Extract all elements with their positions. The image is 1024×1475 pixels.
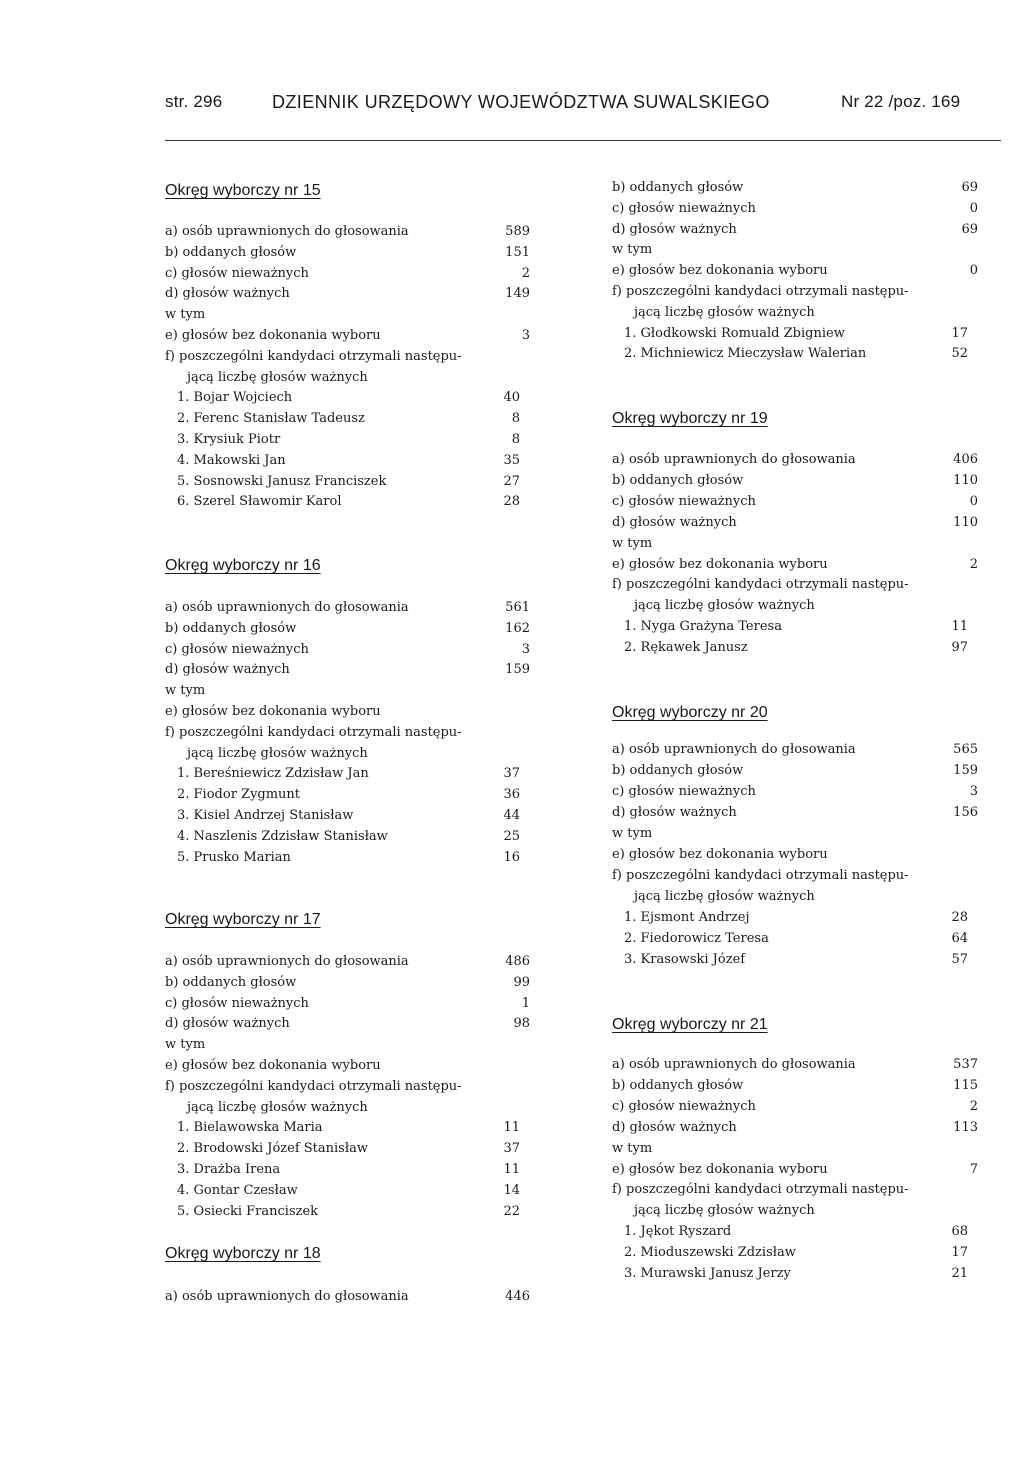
section-title: Okręg wyborczy nr 19 [612, 410, 768, 427]
result-line [165, 472, 530, 492]
result-line [165, 1118, 530, 1138]
result-value: 115 [953, 1078, 978, 1093]
result-label: 5. Osiecki Franciszek [177, 1204, 319, 1219]
result-label: b) oddanych głosów [612, 473, 744, 488]
result-label: 4. Makowski Jan [177, 453, 286, 468]
result-line [165, 451, 530, 471]
result-label: 3. Kisiel Andrzej Stanisław [177, 808, 354, 823]
result-label: b) oddanych głosów [612, 180, 744, 195]
result-value: 14 [503, 1183, 520, 1198]
result-label: 2. Fiodor Zygmunt [177, 787, 301, 802]
result-line [612, 575, 978, 595]
result-line [165, 1056, 530, 1076]
result-value: 0 [969, 201, 978, 216]
section-title: Okręg wyborczy nr 16 [165, 557, 321, 574]
result-line [165, 681, 530, 701]
result-label: jącą liczbę głosów ważnych [187, 746, 368, 761]
result-label: w tym [165, 307, 206, 322]
result-line [612, 534, 978, 554]
result-label: jącą liczbę głosów ważnych [187, 370, 368, 385]
result-line [165, 1202, 530, 1222]
header-rule [165, 140, 1001, 141]
result-value: 64 [951, 931, 968, 946]
result-value: 0 [969, 494, 978, 509]
result-label: e) głosów bez dokonania wyboru [165, 704, 381, 719]
result-value: 110 [953, 473, 978, 488]
page-header [165, 92, 1004, 122]
result-line [612, 1180, 978, 1200]
result-value: 486 [505, 954, 530, 969]
result-line [165, 1287, 530, 1307]
result-line [612, 220, 978, 240]
result-label: a) osób uprawnionych do głosowania [165, 224, 409, 239]
result-value: 113 [953, 1120, 978, 1135]
result-label: jącą liczbę głosów ważnych [634, 889, 815, 904]
result-label: 4. Gontar Czesław [177, 1183, 298, 1198]
result-label: a) osób uprawnionych do głosowania [612, 1057, 856, 1072]
result-line [612, 866, 978, 886]
result-line [165, 409, 530, 429]
result-label: d) głosów ważnych [612, 515, 737, 530]
result-value: 40 [503, 390, 520, 405]
result-value: 27 [503, 474, 520, 489]
result-label: 1. Ejsmont Andrzej [624, 910, 750, 925]
result-line [612, 492, 978, 512]
result-value: 0 [969, 263, 978, 278]
result-line [165, 492, 530, 512]
result-line [165, 994, 530, 1014]
result-label: a) osób uprawnionych do głosowania [165, 1289, 409, 1304]
result-line [612, 282, 978, 302]
result-line [165, 806, 530, 826]
result-value: 44 [503, 808, 520, 823]
result-label: 2. Brodowski Józef Stanisław [177, 1141, 368, 1156]
result-value: 156 [953, 805, 978, 820]
result-line [612, 1264, 978, 1284]
result-line [612, 240, 978, 260]
section-title: Okręg wyborczy nr 17 [165, 911, 321, 928]
result-line [165, 848, 530, 868]
result-line [612, 1243, 978, 1263]
result-label: jącą liczbę głosów ważnych [634, 305, 815, 320]
result-label: c) głosów nieważnych [165, 266, 309, 281]
result-value: 69 [961, 180, 978, 195]
result-line [612, 1222, 978, 1242]
result-value: 25 [503, 829, 520, 844]
result-value: 16 [503, 850, 520, 865]
result-label: 2. Mioduszewski Zdzisław [624, 1245, 796, 1260]
result-label: a) osób uprawnionych do głosowania [165, 954, 409, 969]
result-label: 3. Krasowski Józef [624, 952, 746, 967]
result-value: 2 [521, 266, 530, 281]
result-label: d) głosów ważnych [612, 222, 737, 237]
result-line [612, 1160, 978, 1180]
result-value: 7 [969, 1162, 978, 1177]
result-line [612, 1076, 978, 1096]
result-label: f) poszczególni kandydaci otrzymali następu- [612, 577, 909, 592]
result-line [612, 471, 978, 491]
result-label: 2. Ferenc Stanisław Tadeusz [177, 411, 365, 426]
result-label: e) głosów bez dokonania wyboru [612, 263, 828, 278]
result-line [612, 761, 978, 781]
result-label: 3. Drażba Irena [177, 1162, 281, 1177]
result-value: 561 [505, 600, 530, 615]
result-value: 21 [951, 1266, 968, 1281]
section-title: Okręg wyborczy nr 21 [612, 1016, 768, 1033]
result-label: c) głosów nieważnych [612, 494, 756, 509]
result-label: 1. Głodkowski Romuald Zbigniew [624, 326, 845, 341]
result-line [165, 347, 530, 367]
result-value: 149 [505, 286, 530, 301]
result-line [165, 305, 530, 325]
result-label: c) głosów nieważnych [165, 642, 309, 657]
result-label: 1. Bielawowska Maria [177, 1120, 323, 1135]
result-label: f) poszczególni kandydaci otrzymali następu- [165, 349, 462, 364]
result-line [612, 950, 978, 970]
result-value: 406 [953, 452, 978, 467]
result-label: e) głosów bez dokonania wyboru [165, 1058, 381, 1073]
result-label: 3. Murawski Janusz Jerzy [624, 1266, 791, 1281]
result-label: f) poszczególni kandydaci otrzymali następu- [612, 868, 909, 883]
result-line [612, 803, 978, 823]
result-line [165, 1098, 530, 1118]
result-label: 1. Bereśniewicz Zdzisław Jan [177, 766, 369, 781]
result-line [612, 782, 978, 802]
result-line [165, 598, 530, 618]
result-label: d) głosów ważnych [165, 286, 290, 301]
result-label: 6. Szerel Sławomir Karol [177, 494, 342, 509]
result-value: 28 [503, 494, 520, 509]
result-line [165, 430, 530, 450]
result-label: c) głosów nieważnych [612, 1099, 756, 1114]
result-value: 35 [503, 453, 520, 468]
result-line [165, 723, 530, 743]
result-label: 3. Krysiuk Piotr [177, 432, 281, 447]
result-line [612, 617, 978, 637]
result-line [612, 1055, 978, 1075]
result-value: 52 [951, 346, 968, 361]
result-label: b) oddanych głosów [165, 245, 297, 260]
result-line [165, 264, 530, 284]
result-line [612, 908, 978, 928]
result-line [612, 1139, 978, 1159]
result-label: w tym [612, 1141, 653, 1156]
result-value: 22 [503, 1204, 520, 1219]
result-value: 99 [513, 975, 530, 990]
result-label: d) głosów ważnych [165, 1016, 290, 1031]
result-value: 68 [951, 1224, 968, 1239]
result-line [165, 660, 530, 680]
result-line [165, 619, 530, 639]
result-line [165, 388, 530, 408]
result-line [612, 1097, 978, 1117]
result-line [165, 702, 530, 722]
result-label: e) głosów bez dokonania wyboru [612, 1162, 828, 1177]
result-line [165, 284, 530, 304]
result-label: w tym [612, 536, 653, 551]
result-line [612, 845, 978, 865]
result-line [612, 1118, 978, 1138]
journal-title: DZIENNIK URZĘDOWY WOJEWÓDZTWA SUWALSKIEGO [272, 92, 770, 112]
result-label: w tym [165, 1037, 206, 1052]
result-value: 17 [951, 326, 968, 341]
result-value: 57 [951, 952, 968, 967]
result-label: 1. Bojar Wojciech [177, 390, 293, 405]
section-title: Okręg wyborczy nr 18 [165, 1245, 321, 1262]
result-value: 17 [951, 1245, 968, 1260]
result-label: b) oddanych głosów [165, 621, 297, 636]
result-label: jącą liczbę głosów ważnych [634, 1203, 815, 1218]
result-value: 110 [953, 515, 978, 530]
result-label: d) głosów ważnych [165, 662, 290, 677]
result-line [165, 326, 530, 346]
result-line [165, 368, 530, 388]
result-line [165, 827, 530, 847]
result-value: 1 [521, 996, 530, 1011]
result-value: 565 [953, 742, 978, 757]
result-value: 162 [505, 621, 530, 636]
result-line [612, 261, 978, 281]
result-label: jącą liczbę głosów ważnych [187, 1100, 368, 1115]
result-value: 151 [505, 245, 530, 260]
result-label: 5. Sosnowski Janusz Franciszek [177, 474, 387, 489]
result-label: w tym [612, 242, 653, 257]
result-line [165, 973, 530, 993]
result-value: 97 [951, 640, 968, 655]
result-label: c) głosów nieważnych [165, 996, 309, 1011]
result-label: f) poszczególni kandydaci otrzymali następu- [612, 1182, 909, 1197]
result-label: b) oddanych głosów [612, 1078, 744, 1093]
result-line [165, 1160, 530, 1180]
result-label: c) głosów nieważnych [612, 784, 756, 799]
result-value: 2 [969, 1099, 978, 1114]
result-label: jącą liczbę głosów ważnych [634, 598, 815, 613]
result-label: 2. Michniewicz Mieczysław Walerian [624, 346, 867, 361]
result-value: 11 [951, 619, 968, 634]
result-line [165, 764, 530, 784]
result-line [612, 324, 978, 344]
result-value: 37 [503, 766, 520, 781]
result-label: e) głosów bez dokonania wyboru [165, 328, 381, 343]
result-line [612, 1201, 978, 1221]
result-label: w tym [165, 683, 206, 698]
result-label: e) głosów bez dokonania wyboru [612, 557, 828, 572]
result-value: 159 [505, 662, 530, 677]
result-line [612, 929, 978, 949]
result-value: 98 [513, 1016, 530, 1031]
result-label: e) głosów bez dokonania wyboru [612, 847, 828, 862]
result-line [165, 1035, 530, 1055]
result-line [612, 596, 978, 616]
result-label: 4. Naszlenis Zdzisław Stanisław [177, 829, 388, 844]
section-title: Okręg wyborczy nr 20 [612, 704, 768, 721]
result-line [165, 1139, 530, 1159]
result-line [612, 887, 978, 907]
result-line [165, 785, 530, 805]
result-value: 11 [503, 1162, 520, 1177]
result-value: 8 [511, 411, 520, 426]
result-value: 8 [511, 432, 520, 447]
result-line [612, 450, 978, 470]
result-line [612, 513, 978, 533]
result-label: d) głosów ważnych [612, 1120, 737, 1135]
result-value: 537 [953, 1057, 978, 1072]
result-label: f) poszczególni kandydaci otrzymali następu- [612, 284, 909, 299]
result-line [165, 243, 530, 263]
result-line [165, 222, 530, 242]
result-label: w tym [612, 826, 653, 841]
result-line [165, 640, 530, 660]
result-value: 446 [505, 1289, 530, 1304]
result-value: 3 [969, 784, 978, 799]
result-label: a) osób uprawnionych do głosowania [165, 600, 409, 615]
result-label: a) osób uprawnionych do głosowania [612, 452, 856, 467]
result-value: 159 [953, 763, 978, 778]
result-line [612, 199, 978, 219]
result-value: 589 [505, 224, 530, 239]
result-label: f) poszczególni kandydaci otrzymali następu- [165, 1079, 462, 1094]
result-value: 3 [521, 642, 530, 657]
result-line [165, 1014, 530, 1034]
result-line [612, 303, 978, 323]
result-label: c) głosów nieważnych [612, 201, 756, 216]
result-value: 69 [961, 222, 978, 237]
result-line [612, 638, 978, 658]
result-value: 3 [521, 328, 530, 343]
result-line [165, 952, 530, 972]
page-number: str. 296 [165, 92, 223, 111]
result-value: 2 [969, 557, 978, 572]
result-label: a) osób uprawnionych do głosowania [612, 742, 856, 757]
result-line [165, 1181, 530, 1201]
result-line [612, 178, 978, 198]
result-line [612, 824, 978, 844]
result-label: f) poszczególni kandydaci otrzymali następu- [165, 725, 462, 740]
result-label: b) oddanych głosów [165, 975, 297, 990]
section-title: Okręg wyborczy nr 15 [165, 182, 321, 199]
result-value: 37 [503, 1141, 520, 1156]
result-label: d) głosów ważnych [612, 805, 737, 820]
result-label: b) oddanych głosów [612, 763, 744, 778]
result-label: 1. Jękot Ryszard [624, 1224, 732, 1239]
issue-number: Nr 22 /poz. 169 [841, 92, 961, 111]
result-line [612, 344, 978, 364]
result-label: 2. Rękawek Janusz [624, 640, 748, 655]
result-label: 5. Prusko Marian [177, 850, 291, 865]
result-value: 36 [503, 787, 520, 802]
result-label: 1. Nyga Grażyna Teresa [624, 619, 782, 634]
result-value: 28 [951, 910, 968, 925]
result-line [165, 1077, 530, 1097]
result-line [165, 744, 530, 764]
result-line [612, 555, 978, 575]
result-value: 11 [503, 1120, 520, 1135]
result-label: 2. Fiedorowicz Teresa [624, 931, 769, 946]
result-line [612, 740, 978, 760]
